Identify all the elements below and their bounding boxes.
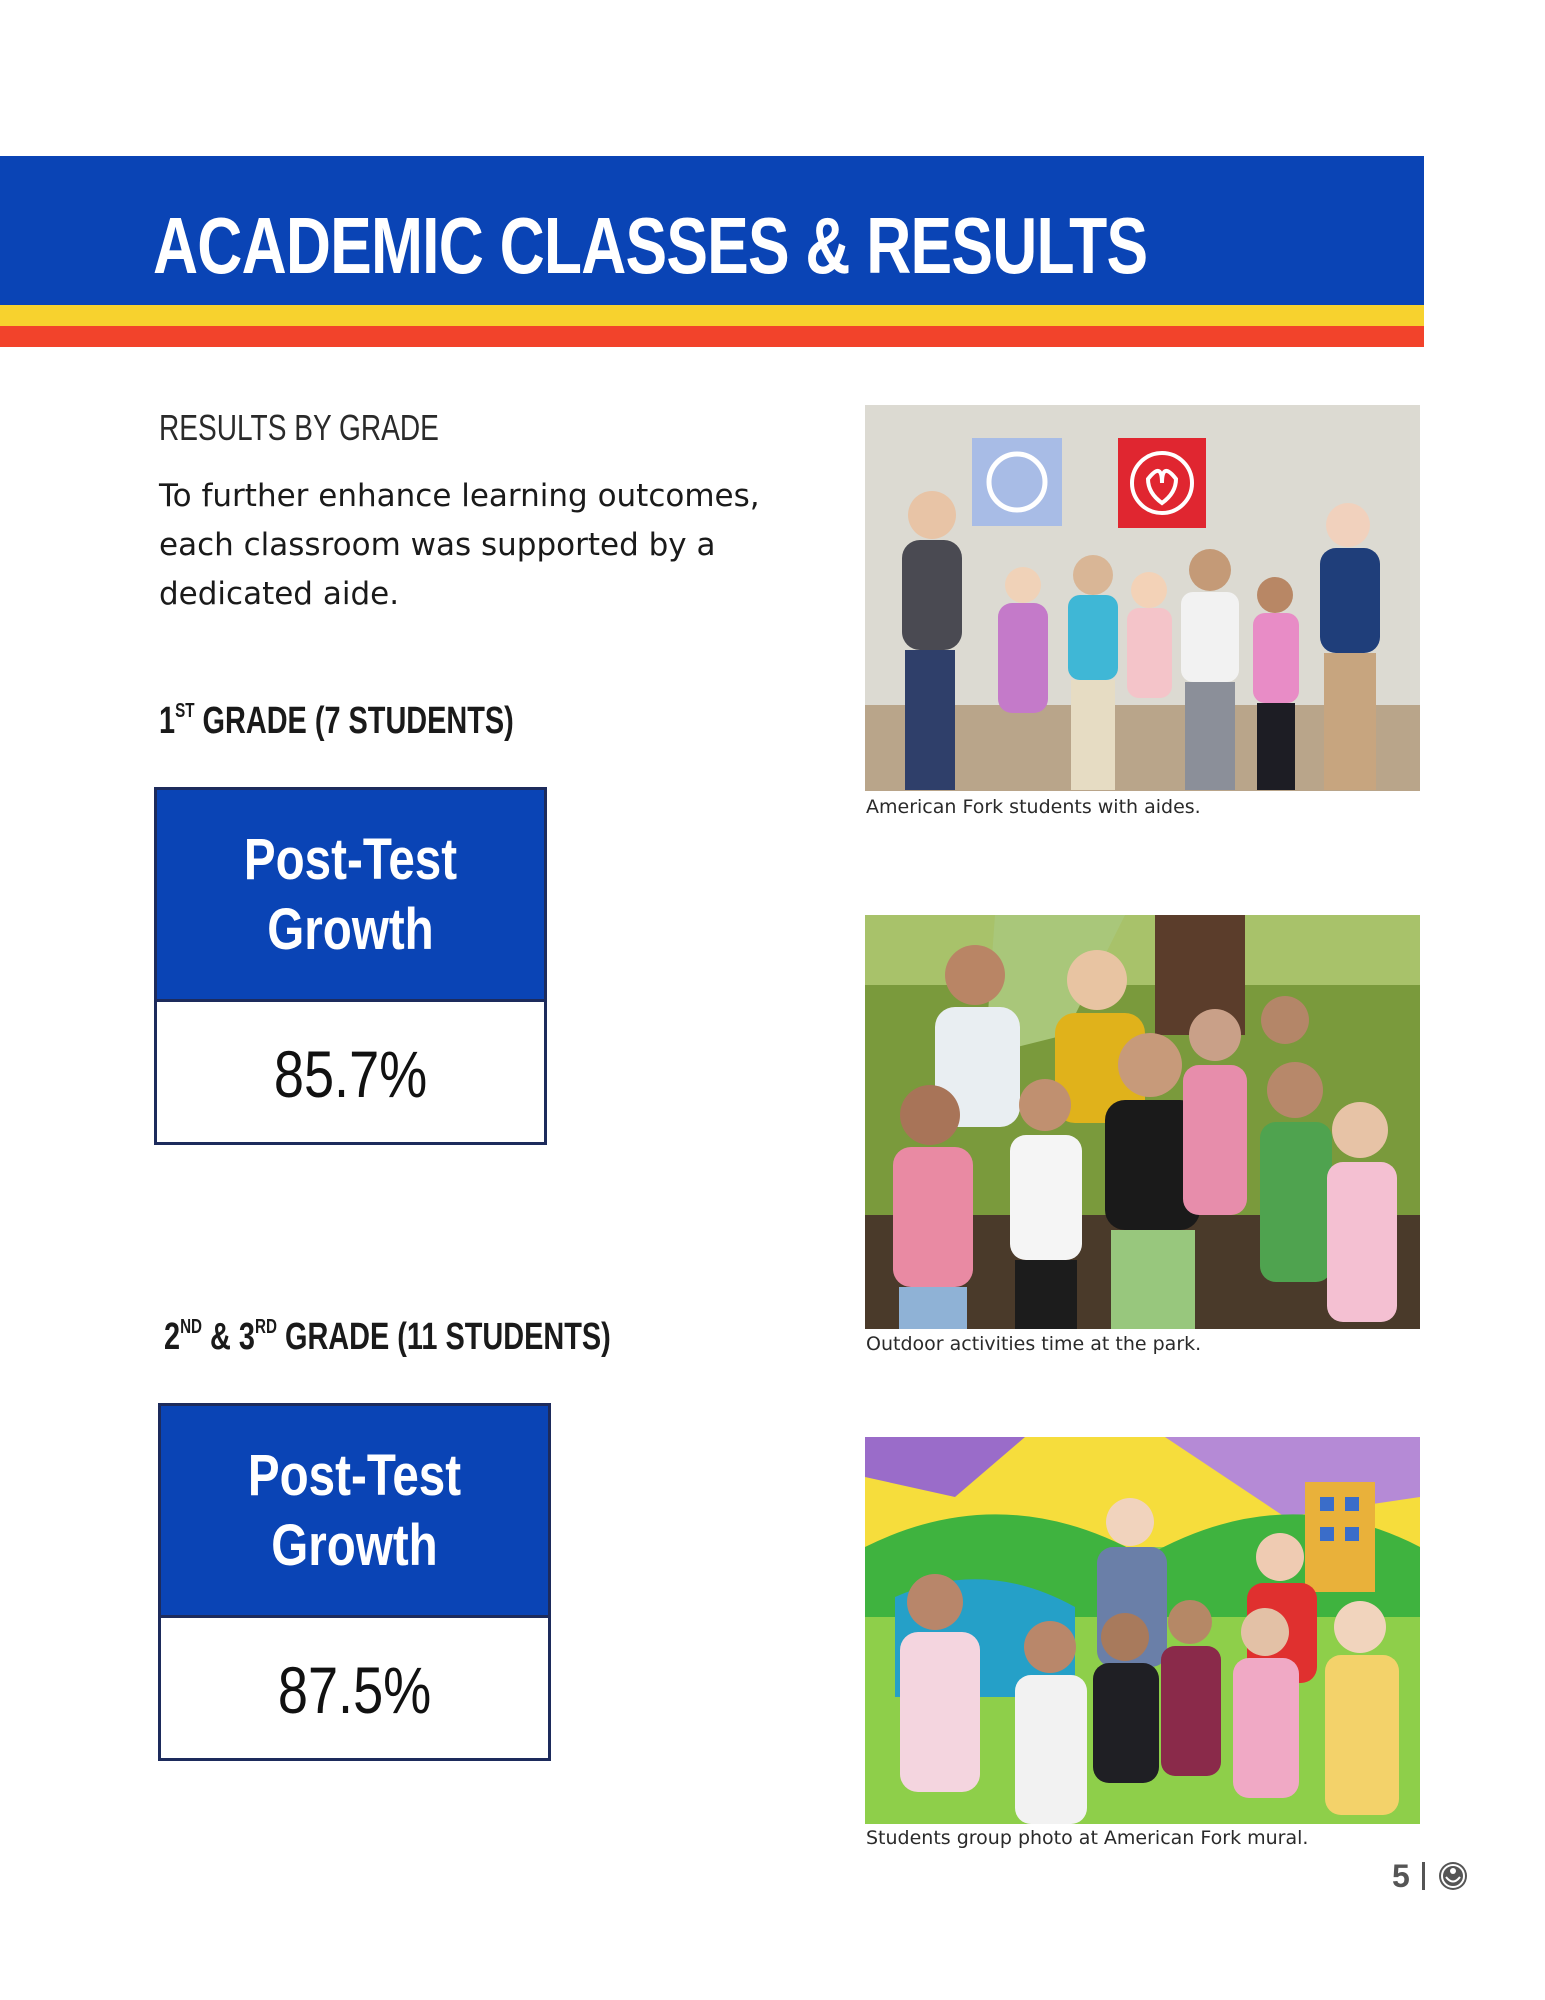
photo-caption: Students group photo at American Fork mural. (866, 1827, 1309, 1849)
photo-park-illustration (865, 915, 1420, 1329)
photo-mural-illustration (865, 1437, 1420, 1824)
photo-park-activities (865, 915, 1420, 1329)
metric-value-cell (157, 1002, 544, 1145)
photo-students-with-aides (865, 405, 1420, 791)
metric-value: 87.5% (277, 1652, 432, 1727)
page-number: 5 (1392, 1857, 1410, 1894)
organization-logo-icon (1437, 1860, 1469, 1892)
grade-number: 2 (164, 1316, 181, 1358)
photo-caption: American Fork students with aides. (866, 796, 1201, 818)
metric-label: Post-Test Growth (247, 1442, 462, 1578)
metric-header (157, 790, 544, 1002)
grade-number: 1 (159, 700, 176, 742)
metric-label: Post-Test Growth (243, 826, 458, 962)
page-title: ACADEMIC CLASSES & RESULTS (153, 201, 1148, 290)
grade-label: GRADE (11 STUDENTS) (276, 1316, 611, 1358)
photo-classroom-illustration (865, 405, 1420, 791)
grade-heading-first (159, 700, 514, 743)
page-footer (1392, 1856, 1469, 1896)
photo-mural-group (865, 1437, 1420, 1824)
grade-joiner: & 3 (202, 1316, 255, 1358)
metric-box-second-third-grade (158, 1403, 551, 1761)
grade-heading-second-third (164, 1316, 611, 1359)
section-label: RESULTS BY GRADE (159, 407, 439, 448)
grade-suffix: ST (175, 700, 195, 722)
grade-label: GRADE (7 STUDENTS) (194, 700, 514, 742)
metric-value: 85.7% (273, 1036, 428, 1111)
footer-divider (1422, 1862, 1425, 1890)
metric-header (161, 1406, 548, 1618)
grade-suffix: RD (254, 1316, 277, 1338)
intro-paragraph: To further enhance learning outcomes, each classroom was supported by a dedicated aide. (159, 478, 760, 612)
banner-red-stripe (0, 326, 1424, 347)
metric-box-first-grade (154, 787, 547, 1145)
metric-value-cell (161, 1618, 548, 1761)
photo-caption: Outdoor activities time at the park. (866, 1333, 1202, 1355)
banner-yellow-stripe (0, 305, 1424, 326)
grade-suffix: ND (180, 1316, 203, 1338)
title-banner (0, 156, 1424, 347)
